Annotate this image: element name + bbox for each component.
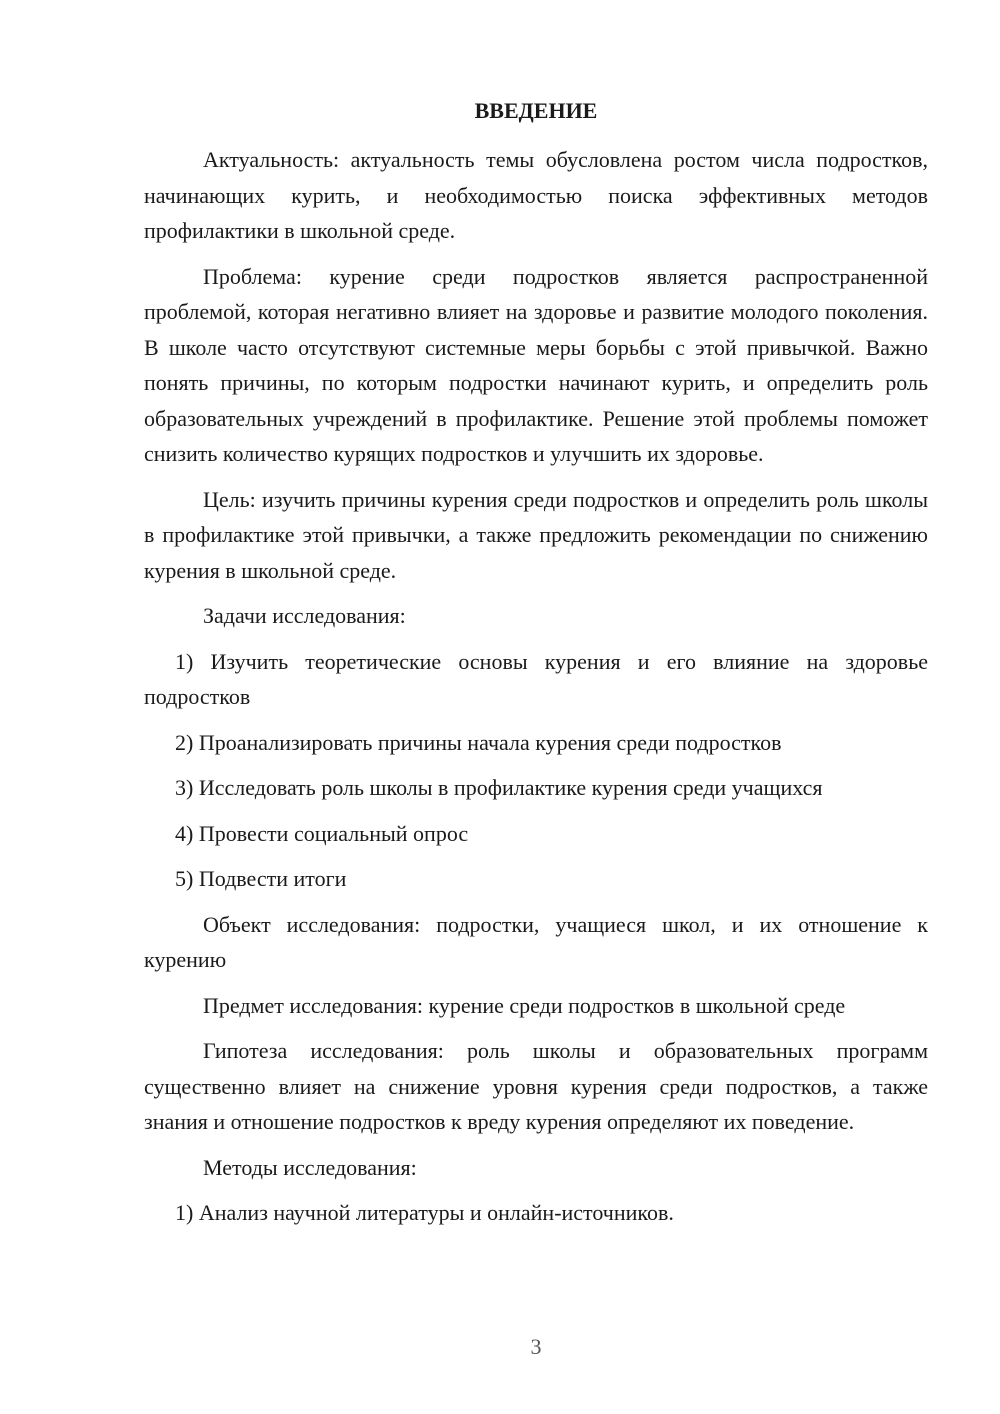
methods-heading: Методы исследования:	[203, 1154, 417, 1180]
object-paragraph: Объект исследования: подростки, учащиеся школ, и их отношение к курению	[144, 911, 928, 972]
task-item-4: 4) Провести социальный опрос	[175, 820, 469, 846]
task-item-1: 1) Изучить теоретические основы курения и его влияние на здоровье подростков	[144, 648, 928, 709]
subject-paragraph: Предмет исследования: курение среди подростков в школьной среде	[203, 992, 846, 1018]
goal-paragraph: Цель: изучить причины курения среди подростков и определить роль школы в профилактике этой привычки, а также предложить рекомендации по снижению курения в школьной среде.	[144, 486, 928, 583]
page-number: 3	[530, 1334, 542, 1359]
document-page	[144, 96, 928, 1241]
tasks-heading: Задачи исследования:	[203, 603, 406, 628]
task-item-2: 2) Проанализировать причины начала курения среди подростков	[175, 729, 782, 755]
relevance-paragraph: Актуальность: актуальность темы обусловлена ростом числа подростков, начинающих курить, и необходимостью поиска эффективных методов профилактики в школьной среде.	[144, 147, 928, 243]
page-title: ВВЕДЕНИЕ	[474, 98, 598, 123]
task-item-3: 3) Исследовать роль школы в профилактике курения среди учащихся	[175, 775, 823, 800]
problem-paragraph: Проблема: курение среди подростков является распространенной проблемой, которая негативно влияет на здоровье и развитие молодого поколения. В школе часто отсутствуют системные меры борьбы с этой привычкой. Важно понять причины, по которым подростки начинают курить, и определить роль образовательных учреждений в профилактике. Решение этой проблемы поможет снизить количество курящих подростков и улучшить их здоровье.	[144, 263, 928, 466]
method-item-1: 1) Анализ научной литературы и онлайн-источников.	[175, 1200, 674, 1225]
hypothesis-paragraph: Гипотеза исследования: роль школы и образовательных программ существенно влияет на снижение уровня курения среди подростков, а также знания и отношение подростков к вреду курения определяют их поведение.	[144, 1038, 928, 1134]
task-item-5: 5) Подвести итоги	[175, 866, 347, 891]
